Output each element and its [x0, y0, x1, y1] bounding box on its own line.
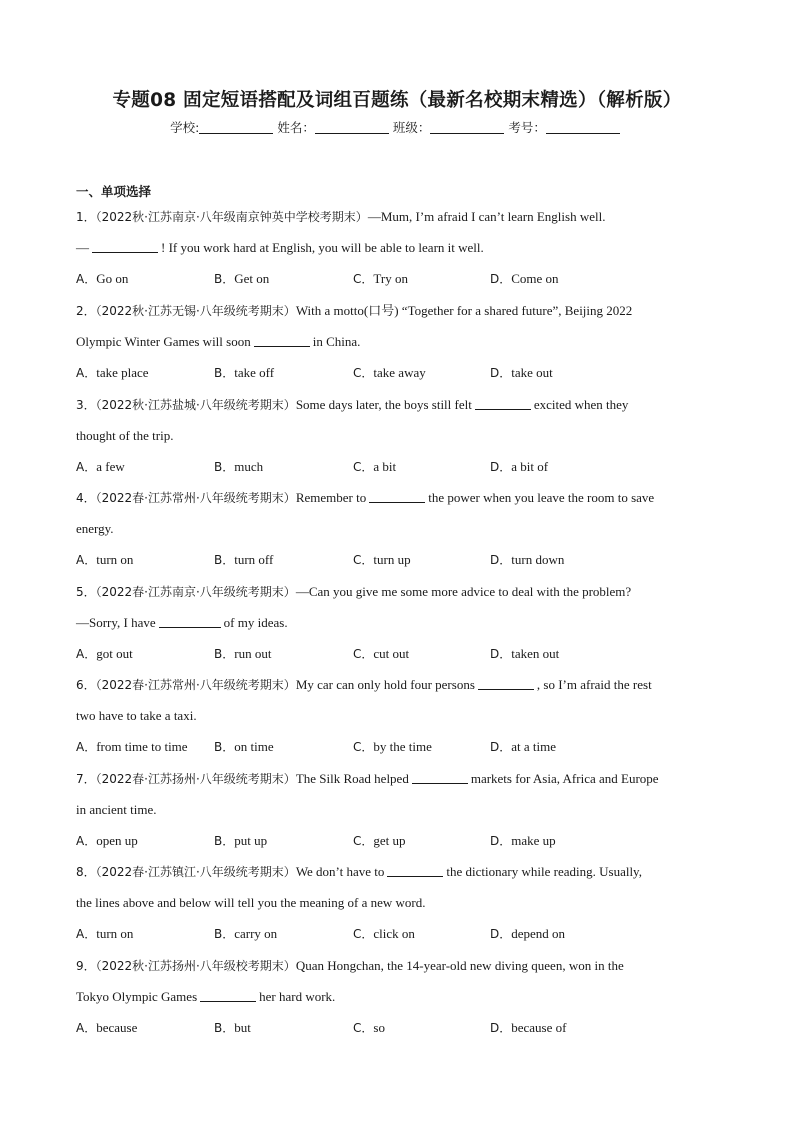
- question-text: in ancient time.: [76, 802, 157, 817]
- option-text: so: [373, 1020, 385, 1035]
- question-source: （2022春·江苏常州·八年级统考期末）: [95, 678, 296, 692]
- option-key: C．: [353, 460, 374, 474]
- option-a[interactable]: [76, 646, 133, 662]
- question-line-2: [76, 615, 288, 631]
- option-key: D．: [490, 740, 512, 754]
- question-line-1: [76, 771, 659, 787]
- question-line-2: [76, 802, 157, 818]
- option-text: a few: [96, 459, 125, 474]
- option-c[interactable]: [353, 552, 411, 568]
- question-source: （2022秋·江苏无锡·八年级统考期末）: [95, 304, 296, 318]
- question-source: （2022春·江苏南京·八年级统考期末）: [95, 585, 296, 599]
- question-line-1: [76, 584, 631, 600]
- option-b[interactable]: [214, 459, 263, 475]
- question-line-2: [76, 240, 484, 256]
- answer-options: [76, 365, 736, 381]
- answer-options: [76, 739, 736, 755]
- answer-blank: [254, 334, 310, 347]
- option-d[interactable]: [490, 459, 548, 475]
- question-line-1: [76, 209, 605, 225]
- question-line-2: [76, 708, 197, 724]
- option-key: D．: [490, 272, 512, 286]
- option-c[interactable]: [353, 739, 432, 755]
- option-key: B．: [214, 1021, 235, 1035]
- option-key: D．: [490, 1021, 512, 1035]
- question-text: My car can only hold four persons: [295, 677, 475, 692]
- question-line-2: [76, 895, 425, 911]
- option-text: run out: [234, 646, 272, 661]
- question-text: her hard work.: [259, 989, 336, 1004]
- question-text: —Can you give me some more advice to deal with the problem?: [295, 584, 632, 599]
- option-a[interactable]: [76, 271, 128, 287]
- question-number: 9．: [76, 959, 96, 973]
- option-key: C．: [353, 366, 374, 380]
- option-text: from time to time: [96, 739, 188, 754]
- option-text: turn on: [96, 552, 134, 567]
- question-source: （2022春·江苏扬州·八年级统考期末）: [95, 772, 296, 786]
- option-key: D．: [490, 927, 512, 941]
- question-text: Tokyo Olympic Games: [76, 989, 198, 1004]
- option-a[interactable]: [76, 739, 188, 755]
- question-text: —Sorry, I have: [76, 615, 156, 630]
- option-key: C．: [353, 272, 374, 286]
- option-key: B．: [214, 740, 235, 754]
- question-text: excited when they: [533, 397, 629, 412]
- exam-number-blank: [546, 121, 620, 134]
- option-key: B．: [214, 366, 235, 380]
- question-line-2: [76, 428, 174, 444]
- option-key: B．: [214, 927, 235, 941]
- option-b[interactable]: [214, 926, 277, 942]
- option-key: C．: [353, 927, 374, 941]
- option-b[interactable]: [214, 833, 267, 849]
- option-text: turn down: [511, 552, 565, 567]
- answer-blank: [478, 677, 534, 690]
- question-text: of my ideas.: [223, 615, 288, 630]
- option-text: turn off: [234, 552, 274, 567]
- option-key: C．: [353, 740, 374, 754]
- option-text: on time: [234, 739, 274, 754]
- question-line-1: [76, 397, 628, 413]
- option-text: by the time: [373, 739, 432, 754]
- option-key: D．: [490, 647, 512, 661]
- question-number: 7．: [76, 772, 96, 786]
- question-line-1: [76, 677, 652, 693]
- answer-blank: [369, 490, 425, 503]
- question-text: the lines above and below will tell you the meaning of a new word.: [76, 895, 426, 910]
- option-text: got out: [96, 646, 133, 661]
- option-text: carry on: [234, 926, 278, 941]
- answer-blank: [387, 864, 443, 877]
- question-line-2: [76, 989, 335, 1005]
- class-label: 班级：: [392, 120, 431, 135]
- option-b[interactable]: [214, 739, 274, 755]
- option-a[interactable]: [76, 1020, 137, 1036]
- option-key: C．: [353, 553, 374, 567]
- option-d[interactable]: [490, 365, 553, 381]
- option-d[interactable]: [490, 552, 564, 568]
- school-blank: [199, 121, 273, 134]
- name-label: 姓名：: [277, 120, 315, 135]
- student-info-line: [0, 118, 794, 136]
- answer-blank: [412, 771, 468, 784]
- option-text: take out: [511, 365, 553, 380]
- question-text: Some days later, the boys still felt: [295, 397, 472, 412]
- option-key: D．: [490, 553, 512, 567]
- option-text: but: [234, 1020, 251, 1035]
- option-text: at a time: [511, 739, 557, 754]
- exam-number-label: 考号：: [508, 120, 546, 135]
- option-text: put up: [234, 833, 268, 848]
- option-text: take place: [96, 365, 149, 380]
- option-text: a bit of: [511, 459, 549, 474]
- question-line-2: [76, 521, 114, 537]
- question-line-1: [76, 303, 632, 319]
- question-line-1: [76, 490, 654, 506]
- option-d[interactable]: [490, 926, 565, 942]
- option-text: get up: [373, 833, 406, 848]
- question-source: （2022秋·江苏盐城·八年级统考期末）: [95, 398, 296, 412]
- question-text: We don’t have to: [295, 864, 385, 879]
- answer-options: [76, 1020, 736, 1036]
- question-source: （2022春·江苏镇江·八年级统考期末）: [95, 865, 296, 879]
- question-text: energy.: [76, 521, 114, 536]
- option-b[interactable]: [214, 552, 273, 568]
- question-line-1: [76, 864, 642, 880]
- option-d[interactable]: [490, 1020, 566, 1036]
- option-c[interactable]: [353, 459, 396, 475]
- option-text: take off: [234, 365, 275, 380]
- question-number: 2．: [76, 304, 96, 318]
- option-key: B．: [214, 272, 235, 286]
- option-c[interactable]: [353, 271, 408, 287]
- question-text: —Mum, I’m afraid I can’t learn English well.: [367, 209, 606, 224]
- option-key: A．: [76, 1021, 97, 1035]
- question-text: ! If you work hard at English, you will be able to learn it well.: [161, 240, 484, 255]
- answer-options: [76, 271, 736, 287]
- option-key: A．: [76, 553, 97, 567]
- question-text: With a motto(口号) “Together for a shared future”, Beijing 2022: [295, 303, 633, 318]
- question-source: （2022春·江苏常州·八年级统考期末）: [95, 491, 296, 505]
- option-key: B．: [214, 460, 235, 474]
- option-d[interactable]: [490, 646, 559, 662]
- question-text: , so I’m afraid the rest: [536, 677, 652, 692]
- option-text: turn up: [373, 552, 411, 567]
- option-text: take away: [373, 365, 426, 380]
- question-text: the power when you leave the room to save: [428, 490, 655, 505]
- class-blank: [430, 121, 504, 134]
- answer-blank: [475, 397, 531, 410]
- question-line-1: [76, 958, 624, 974]
- answer-options: [76, 459, 736, 475]
- option-key: A．: [76, 927, 97, 941]
- option-c[interactable]: [353, 1020, 385, 1036]
- answer-options: [76, 833, 736, 849]
- option-key: C．: [353, 647, 374, 661]
- option-text: Get on: [234, 271, 270, 286]
- option-key: A．: [76, 460, 97, 474]
- question-line-2: [76, 334, 360, 350]
- option-d[interactable]: [490, 833, 556, 849]
- option-text: turn on: [96, 926, 134, 941]
- question-text: markets for Asia, Africa and Europe: [470, 771, 659, 786]
- question-text: two have to take a taxi.: [76, 708, 197, 723]
- question-text: The Silk Road helped: [295, 771, 409, 786]
- question-number: 8．: [76, 865, 96, 879]
- option-d[interactable]: [490, 271, 559, 287]
- option-b[interactable]: [214, 271, 269, 287]
- question-text: Remember to: [295, 490, 367, 505]
- option-text: taken out: [511, 646, 560, 661]
- answer-options: [76, 926, 736, 942]
- question-text: in China.: [312, 334, 361, 349]
- option-key: B．: [214, 553, 235, 567]
- option-text: make up: [511, 833, 556, 848]
- option-a[interactable]: [76, 365, 149, 381]
- option-text: a bit: [373, 459, 397, 474]
- option-c[interactable]: [353, 646, 409, 662]
- school-label: 学校:: [170, 120, 200, 135]
- question-text: Olympic Winter Games will soon: [76, 334, 251, 349]
- option-key: A．: [76, 740, 97, 754]
- option-text: cut out: [373, 646, 410, 661]
- question-number: 5．: [76, 585, 96, 599]
- option-text: because: [96, 1020, 138, 1035]
- question-number: 3．: [76, 398, 96, 412]
- option-c[interactable]: [353, 833, 406, 849]
- name-blank: [315, 121, 389, 134]
- option-key: B．: [214, 834, 235, 848]
- question-text: Quan Hongchan, the 14-year-old new diving queen, won in the: [295, 958, 624, 973]
- page-title: 专题08 固定短语搭配及词组百题练（最新名校期末精选）（解析版）: [112, 90, 682, 111]
- option-key: A．: [76, 366, 97, 380]
- option-a[interactable]: [76, 926, 133, 942]
- option-b[interactable]: [214, 365, 274, 381]
- option-c[interactable]: [353, 365, 426, 381]
- option-b[interactable]: [214, 1020, 251, 1036]
- option-a[interactable]: [76, 833, 138, 849]
- answer-options: [76, 646, 736, 662]
- question-source: （2022秋·江苏南京·八年级南京钟英中学校考期末）: [95, 210, 368, 224]
- option-text: open up: [96, 833, 138, 848]
- option-text: depend on: [511, 926, 566, 941]
- option-key: D．: [490, 366, 512, 380]
- option-d[interactable]: [490, 739, 556, 755]
- option-key: B．: [214, 647, 235, 661]
- option-text: because of: [511, 1020, 567, 1035]
- option-c[interactable]: [353, 926, 415, 942]
- answer-blank: [92, 240, 158, 253]
- option-text: much: [234, 459, 264, 474]
- answer-blank: [159, 615, 221, 628]
- option-a[interactable]: [76, 552, 133, 568]
- option-key: C．: [353, 1021, 374, 1035]
- answer-blank: [200, 989, 256, 1002]
- section-title: 一、单项选择: [76, 184, 152, 199]
- answer-options: [76, 552, 736, 568]
- question-number: 1．: [76, 210, 96, 224]
- question-number: 4．: [76, 491, 96, 505]
- option-text: click on: [373, 926, 415, 941]
- option-key: A．: [76, 834, 97, 848]
- option-key: A．: [76, 647, 97, 661]
- question-source: （2022秋·江苏扬州·八年级校考期末）: [95, 959, 296, 973]
- option-a[interactable]: [76, 459, 125, 475]
- option-key: D．: [490, 460, 512, 474]
- option-text: Try on: [373, 271, 408, 286]
- option-text: Go on: [96, 271, 129, 286]
- question-text: thought of the trip.: [76, 428, 174, 443]
- option-text: Come on: [511, 271, 559, 286]
- option-key: C．: [353, 834, 374, 848]
- option-key: D．: [490, 834, 512, 848]
- option-key: A．: [76, 272, 97, 286]
- question-number: 6．: [76, 678, 96, 692]
- question-text: —: [76, 240, 89, 255]
- question-text: the dictionary while reading. Usually,: [446, 864, 642, 879]
- option-b[interactable]: [214, 646, 271, 662]
